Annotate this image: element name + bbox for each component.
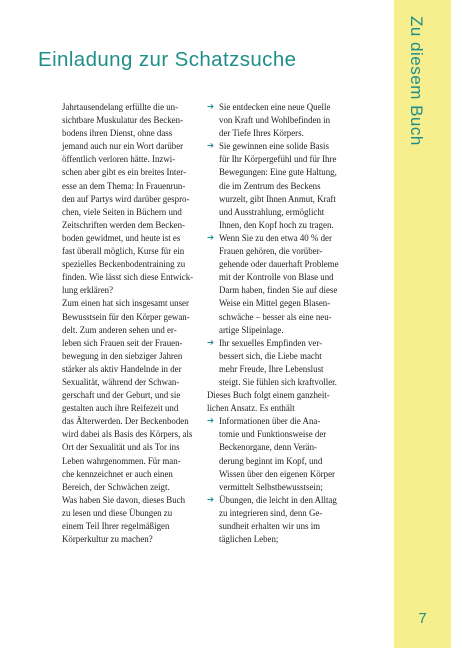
- line-text: derung beginnt im Kopf, und: [219, 455, 323, 466]
- bullet-item-line: [207, 140, 367, 153]
- text-line: [207, 114, 367, 127]
- bullet-item-line: [207, 101, 367, 114]
- text-line: gerschaft und der Geburt, und sie: [62, 390, 181, 401]
- text-line: [207, 311, 367, 324]
- text-line: fast überall möglich, Kurse für ein: [62, 246, 185, 257]
- line-text: mit der Kontrolle von Blase und: [219, 272, 334, 283]
- line-text: zu integrieren sind, denn Ge-: [219, 507, 323, 518]
- text-line: leben sich Frauen seit der Frauen-: [62, 337, 183, 348]
- text-line: [207, 284, 367, 297]
- text-line: [207, 350, 367, 363]
- text-line: [207, 297, 367, 310]
- text-line: [207, 468, 367, 481]
- text-line: [207, 245, 367, 258]
- line-text: schwäche – besser als eine neu-: [219, 311, 332, 322]
- text-line: [207, 258, 367, 271]
- right-bullet-column: [207, 101, 367, 546]
- text-line: [207, 180, 367, 193]
- text-line: delt. Zum anderen sehen und er-: [62, 324, 177, 335]
- text-line: zu lesen und diese Übungen zu: [62, 507, 173, 518]
- line-text: Übungen, die leicht in den Alltag: [219, 494, 337, 505]
- text-line: Was haben Sie davon, dieses Buch: [62, 494, 186, 505]
- line-text: Wenn Sie zu den etwa 40 % der: [219, 232, 332, 243]
- line-text: bessert sich, die Liebe macht: [219, 350, 322, 361]
- arrow-bullet-icon: ➔: [207, 337, 215, 348]
- text-line: jemand auch nur ein Wort darüber: [62, 141, 184, 152]
- line-text: täglichen Leben;: [219, 534, 279, 545]
- text-line: Bewusstsein für den Körper gewan-: [62, 311, 190, 322]
- line-text: artige Slipeinlage.: [219, 324, 284, 335]
- chapter-title: Zu diesem Buch: [407, 16, 426, 146]
- bullet-item-line: [207, 337, 367, 350]
- text-line: Körperkultur zu machen?: [62, 534, 153, 545]
- left-text-column: [62, 101, 202, 546]
- text-line: Bereich, der Schwächen zeigt.: [62, 481, 170, 492]
- text-line: einem Teil Ihrer regelmäßigen: [62, 521, 170, 531]
- text-line: [207, 376, 367, 389]
- text-line: [207, 481, 367, 494]
- text-line: Zeitschriften werden dem Becken-: [62, 219, 185, 230]
- text-line: öffentlich verloren hätte. Inzwi-: [62, 154, 176, 165]
- bullet-item-line: [207, 494, 367, 507]
- arrow-bullet-icon: ➔: [207, 232, 215, 243]
- arrow-bullet-icon: ➔: [207, 141, 215, 152]
- line-text: von Kraft und Wohlbefinden in: [219, 115, 331, 126]
- line-text: Informationen über die Ana-: [219, 416, 321, 427]
- text-line: bewegung in den siebziger Jahren: [62, 350, 183, 361]
- text-line: [207, 166, 367, 179]
- arrow-bullet-icon: ➔: [207, 102, 215, 112]
- chapter-sidebar: [394, 0, 451, 648]
- line-text: vermittelt Selbstbewusstsein;: [219, 481, 323, 492]
- line-text: Wissen über den eigenen Körper: [219, 468, 335, 479]
- bullet-item-line: [207, 232, 367, 245]
- text-line: [207, 271, 367, 284]
- text-line: [207, 455, 367, 468]
- text-line: [207, 441, 367, 454]
- text-line: lung erklären?: [62, 285, 114, 296]
- text-line: Leben wahrgenommen. Für man-: [62, 455, 181, 466]
- text-line: [207, 153, 367, 166]
- line-text: Sie gewinnen eine solide Basis: [219, 141, 329, 152]
- text-line: [207, 533, 367, 546]
- line-text: Ihnen, den Kopf hoch zu tragen.: [219, 219, 334, 230]
- arrow-bullet-icon: ➔: [207, 494, 215, 505]
- text-line: Sexualität, während der Schwan-: [62, 376, 180, 387]
- line-text: der Tiefe Ihres Körpers.: [219, 128, 304, 139]
- line-text: und Ausstrahlung, ermöglicht: [219, 206, 325, 217]
- bullet-item-line: [207, 415, 367, 428]
- text-line: spezielles Beckenbodentraining zu: [62, 259, 186, 270]
- text-line: [207, 206, 367, 219]
- text-line: [207, 363, 367, 376]
- line-text: wurzelt, gibt Ihnen Anmut, Kraft: [219, 193, 336, 204]
- text-line: finden. Wie lässt sich diese Entwick-: [62, 272, 194, 283]
- line-text: die im Zentrum des Beckens: [219, 180, 321, 191]
- text-line: das Älterwerden. Der Beckenboden: [62, 416, 189, 427]
- text-line: sichtbare Muskulatur des Becken-: [62, 115, 184, 126]
- line-text: lichen Ansatz. Es enthält: [207, 403, 295, 414]
- text-line: [207, 520, 367, 533]
- text-line: che kennzeichnet er auch einen: [62, 468, 173, 479]
- text-line: den auf Partys wird darüber gespro-: [62, 193, 190, 204]
- text-line: gestalten auch ihre Reifezeit und: [62, 403, 179, 414]
- line-text: sundheit erhalten wir uns im: [219, 521, 321, 531]
- page-title: Einladung zur Schatzsuche: [38, 48, 297, 71]
- line-text: steigt. Sie fühlen sich kraftvoller.: [219, 376, 337, 387]
- text-line: [207, 219, 367, 232]
- line-text: Dieses Buch folgt einem ganzheit-: [207, 390, 330, 401]
- line-text: Beckenorgane, denn Verän-: [219, 442, 317, 453]
- text-line: [207, 127, 367, 140]
- text-line: [207, 193, 367, 206]
- text-line: [207, 324, 367, 337]
- line-text: Ihr sexuelles Empfinden ver-: [219, 337, 323, 348]
- line-text: tomie und Funktionsweise der: [219, 429, 327, 440]
- arrow-bullet-icon: ➔: [207, 416, 215, 427]
- text-line: schen aber gibt es ein breites Inter-: [62, 167, 187, 178]
- text-line: [207, 389, 367, 402]
- line-text: mehr Freude, Ihre Lebenslust: [219, 363, 324, 374]
- line-text: Weise ein Mittel gegen Blasen-: [219, 298, 331, 309]
- line-text: Bewegungen: Eine gute Haltung,: [219, 167, 337, 178]
- line-text: Darm haben, finden Sie auf diese: [219, 285, 338, 296]
- text-line: wird dabei als Basis des Körpers, als: [62, 429, 193, 440]
- text-line: boden gewidmet, und heute ist es: [62, 232, 181, 243]
- text-line: esse an dem Thema: In Frauenrun-: [62, 180, 186, 191]
- text-line: chen, viele Seiten in Büchern und: [62, 206, 182, 217]
- text-line: [207, 402, 367, 415]
- line-text: gehende oder dauerhaft Probleme: [219, 259, 339, 270]
- text-line: Zum einen hat sich insgesamt unser: [62, 298, 189, 309]
- line-text: für Ihr Körpergefühl und für Ihre: [219, 154, 337, 165]
- text-line: [207, 428, 367, 441]
- page-number: 7: [418, 610, 427, 627]
- text-line: bodens ihren Dienst, ohne dass: [62, 128, 173, 139]
- line-text: Frauen gehören, die vorüber-: [219, 246, 323, 257]
- line-text: Sie entdecken eine neue Quelle: [219, 102, 331, 112]
- text-line: Ort der Sexualität und als Tor ins: [62, 442, 180, 453]
- text-line: stärker als aktiv Handelnde in der: [62, 363, 182, 374]
- text-line: Jahrtausendelang erfüllte die un-: [62, 102, 179, 112]
- text-line: [207, 507, 367, 520]
